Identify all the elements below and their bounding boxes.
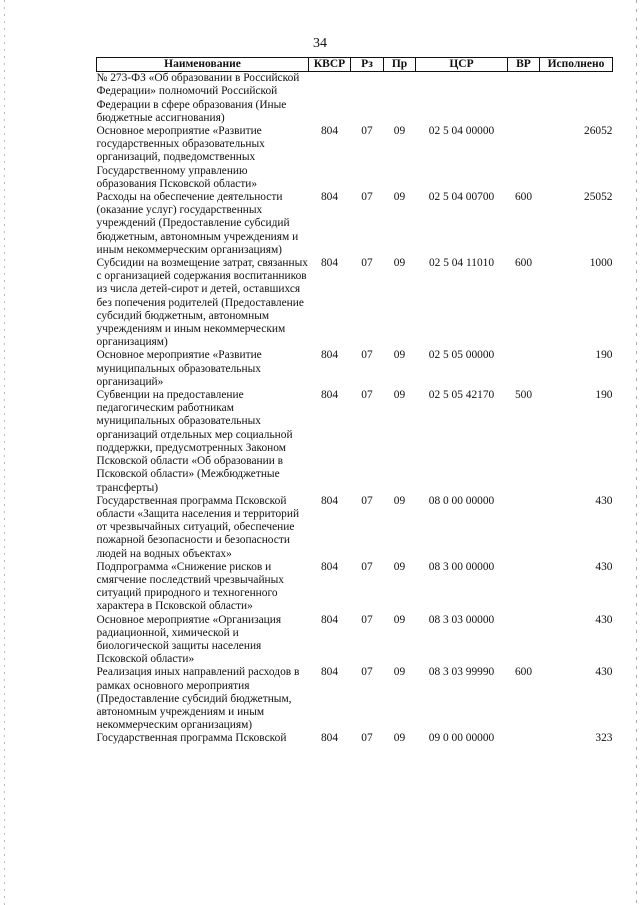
row-vr: 600	[514, 191, 533, 204]
row-rz: 07	[361, 191, 373, 204]
header-csr: ЦСР	[416, 58, 508, 72]
row-kvsr: 804	[320, 732, 339, 745]
row-vr: 600	[514, 666, 533, 679]
row-csr	[416, 72, 508, 125]
row-vr	[508, 72, 540, 125]
row-rz: 07	[361, 666, 373, 679]
table-row	[97, 125, 613, 191]
row-kvsr: 804	[320, 125, 339, 138]
row-csr: 08 0 00 00000	[428, 494, 495, 507]
row-name: Основное мероприятие «Развитие государственных образовательных организаций, подведомственных Государственному управлению образования Псковской области»	[96, 125, 265, 190]
row-rz: 07	[361, 560, 373, 573]
row-vr	[508, 561, 540, 614]
row-name: Подпрограмма «Снижение рисков и смягчение последствий чрезвычайных ситуаций природного и техногенного характера в Псковской области»	[96, 560, 284, 613]
row-sum: 190	[595, 389, 613, 402]
row-kvsr: 804	[320, 389, 339, 402]
row-name: Государственная программа Псковской области «Защита населения и территорий от чрезвычайных ситуаций, обеспечение пожарной безопасности и безопасности людей на водных объектах»	[96, 494, 300, 560]
row-kvsr: 804	[320, 666, 339, 679]
row-kvsr: 804	[320, 191, 339, 204]
row-kvsr: 804	[320, 257, 339, 270]
row-vr: 600	[514, 257, 533, 270]
row-csr: 09 0 00 00000	[428, 732, 495, 745]
header-name: Наименование	[97, 58, 309, 72]
row-name: Основное мероприятие «Развитие муниципальных образовательных организаций»	[96, 349, 262, 388]
row-pr: 09	[393, 349, 406, 362]
row-pr	[384, 72, 416, 125]
row-vr: 500	[514, 389, 533, 402]
row-pr: 09	[393, 613, 406, 626]
row-sum: 25052	[584, 191, 613, 204]
row-vr	[508, 732, 540, 745]
row-rz: 07	[361, 257, 373, 270]
row-vr	[508, 125, 540, 191]
row-csr: 02 5 04 00700	[428, 191, 495, 204]
table-row	[97, 495, 613, 561]
row-rz: 07	[361, 349, 373, 362]
row-kvsr: 804	[320, 613, 339, 626]
table-body	[97, 72, 613, 746]
table-row	[97, 666, 613, 732]
row-pr: 09	[393, 560, 406, 573]
table-row	[97, 72, 613, 125]
table-row	[97, 389, 613, 495]
row-sum: 430	[595, 560, 613, 573]
row-kvsr	[309, 72, 351, 125]
page-number: 34	[313, 36, 327, 51]
row-csr: 08 3 03 99990	[428, 666, 495, 679]
row-name: Субвенции на предоставление педагогическим работникам муниципальных образовательных организаций отдельных мер социальной поддержки, предусмотренных Законом Псковской области «Об образовании в Псковской области» (Межбюджетные трансферты)	[96, 389, 293, 494]
row-sum: 430	[595, 613, 613, 626]
row-pr: 09	[393, 389, 406, 402]
table-row	[97, 732, 613, 745]
row-kvsr: 804	[320, 560, 339, 573]
row-rz: 07	[361, 613, 373, 626]
scan-edge-right	[636, 0, 637, 905]
table-row	[97, 561, 613, 614]
header-vr: ВР	[508, 58, 540, 72]
row-vr	[508, 495, 540, 561]
table-header	[97, 58, 613, 72]
row-rz: 07	[361, 494, 373, 507]
row-name: Расходы на обеспечение деятельности (оказание услуг) государственных учреждений (Предоставление субсидий бюджетным, автономным учреждениям и иным некоммерческим организациям)	[96, 191, 299, 256]
row-csr: 02 5 05 00000	[428, 349, 495, 362]
row-csr: 08 3 00 00000	[428, 560, 495, 573]
row-rz: 07	[361, 125, 373, 138]
header-pr: Пр	[384, 58, 416, 72]
row-name: Реализация иных направлений расходов в рамках основного мероприятия (Предоставление субсидий бюджетным, автономным учреждениям и иным некоммерческим организациям)	[96, 666, 300, 732]
row-pr: 09	[393, 257, 406, 270]
row-vr	[508, 614, 540, 667]
row-csr: 08 3 03 00000	[428, 613, 495, 626]
table-row	[97, 191, 613, 257]
row-csr: 02 5 04 11010	[428, 257, 495, 270]
header-rz: Рз	[351, 58, 384, 72]
row-vr	[508, 349, 540, 389]
row-name: Основное мероприятие «Организация радиационной, химической и биологической защиты населения Псковской области»	[96, 613, 282, 666]
row-pr: 09	[393, 666, 406, 679]
table-row	[97, 349, 613, 389]
row-csr: 02 5 04 00000	[428, 125, 495, 138]
row-sum: 26052	[584, 125, 613, 138]
row-name: Государственная программа Псковской	[96, 732, 287, 745]
header-kvsr: КВСР	[309, 58, 351, 72]
row-sum: 1000	[589, 257, 613, 270]
row-name: Субсидии на возмещение затрат, связанных с организацией содержания воспитанников из числа детей-сирот и детей, оставшихся без попечения родителей (Предоставление субсидий бюджетным, автономным учреждениям и иным некоммерческим организациям)	[96, 257, 308, 349]
row-sum: 190	[595, 349, 613, 362]
row-pr: 09	[393, 494, 406, 507]
row-sum: 430	[595, 494, 613, 507]
table-row	[97, 614, 613, 667]
row-sum: 430	[595, 666, 613, 679]
scan-edge-left	[4, 0, 5, 905]
row-name: № 273-ФЗ «Об образовании в Российской Федерации» полномочий Российской Федерации в сфере образования (Иные бюджетные ассигнования)	[96, 72, 300, 124]
row-csr: 02 5 05 42170	[428, 389, 495, 402]
row-rz: 07	[361, 389, 373, 402]
row-rz	[351, 72, 384, 125]
budget-table	[96, 57, 613, 746]
row-sum: 323	[595, 732, 613, 745]
row-pr: 09	[393, 191, 406, 204]
row-pr: 09	[393, 125, 406, 138]
row-sum	[540, 72, 613, 125]
row-kvsr: 804	[320, 349, 339, 362]
row-rz: 07	[361, 732, 373, 745]
table-row	[97, 257, 613, 349]
row-kvsr: 804	[320, 494, 339, 507]
header-sum: Исполнено	[540, 58, 613, 72]
row-pr: 09	[393, 732, 406, 745]
